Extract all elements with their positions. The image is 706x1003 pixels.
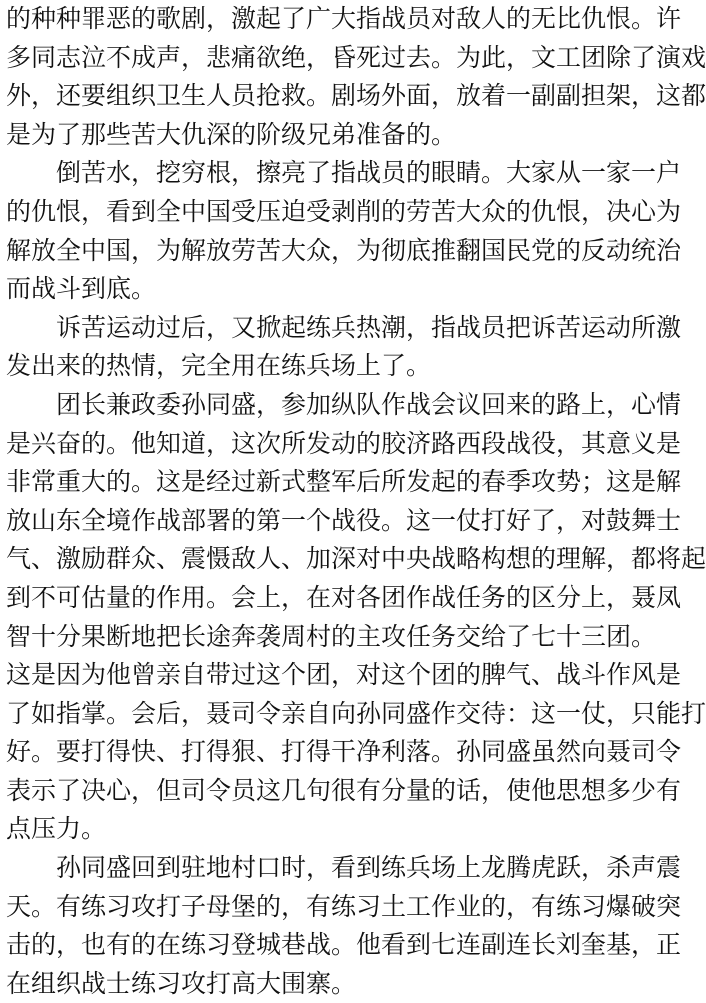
- text-line: 智十分果断地把长途奔袭周村的主攻任务交给了七十三团。: [6, 621, 657, 651]
- paragraph-5: [6, 849, 682, 1003]
- paragraph-1: [6, 0, 706, 154]
- text-line: 放山东全境作战部署的第一个战役。这一仗打好了，对鼓舞士: [6, 505, 682, 535]
- text-line: 团长兼政委孙同盛，参加纵队作战会议回来的路上，心情: [56, 389, 682, 419]
- text-line: 是为了那些苦大仇深的阶级兄弟准备的。: [6, 119, 457, 149]
- text-line: 点压力。: [6, 814, 107, 844]
- text-line: 外，还要组织卫生人员抢救。剧场外面，放着一副副担架，这都: [6, 81, 706, 111]
- text-line: 而战斗到底。: [6, 274, 157, 304]
- text-line: 孙同盛回到驻地村口时，看到练兵场上龙腾虎跃，杀声震: [56, 853, 682, 883]
- text-line: 的仇恨，看到全中国受压迫受剥削的劳苦大众的仇恨，决心为: [6, 196, 682, 226]
- text-line: 多同志泣不成声，悲痛欲绝，昏死过去。为此，文工团除了演戏: [6, 42, 706, 72]
- text-line: 倒苦水，挖穷根，擦亮了指战员的眼睛。大家从一家一户: [56, 158, 682, 188]
- text-line: 发出来的热情，完全用在练兵场上了。: [6, 351, 432, 381]
- text-line: 非常重大的。这是经过新式整军后所发起的春季攻势；这是解: [6, 467, 682, 497]
- text-line: 天。有练习攻打子母堡的，有练习土工作业的，有练习爆破突: [6, 891, 682, 921]
- text-line: 解放全中国，为解放劳苦大众，为彻底推翻国民党的反动统治: [6, 235, 682, 265]
- text-line: 击的，也有的在练习登城巷战。他看到七连副连长刘奎基，正: [6, 930, 682, 960]
- paragraph-3: [6, 309, 682, 386]
- text-line: 到不可估量的作用。会上，在对各团作战任务的区分上，聂凤: [6, 582, 682, 612]
- paragraph-4: [6, 386, 706, 849]
- text-line: 是兴奋的。他知道，这次所发动的胶济路西段战役，其意义是: [6, 428, 682, 458]
- text-line: 好。要打得快、打得狠、打得干净利落。孙同盛虽然向聂司令: [6, 737, 682, 767]
- text-line: 诉苦运动过后，又掀起练兵热潮，指战员把诉苦运动所激: [56, 312, 682, 342]
- text-line: 了如指掌。会后，聂司令亲自向孙同盛作交待：这一仗，只能打: [6, 698, 706, 728]
- text-line: 气、激励群众、震慑敌人、加深对中央战略构想的理解，都将起: [6, 544, 706, 574]
- paragraph-2: [6, 154, 682, 308]
- text-line: 的种种罪恶的歌剧，激起了广大指战员对敌人的无比仇恨。许: [6, 4, 682, 33]
- text-line: 在组织战士练习攻打高大围寨。: [6, 968, 357, 998]
- text-line: 这是因为他曾亲自带过这个团，对这个团的脾气、战斗作风是: [6, 660, 682, 690]
- text-line: 表示了决心，但司令员这几句很有分量的话，使他思想多少有: [6, 775, 682, 805]
